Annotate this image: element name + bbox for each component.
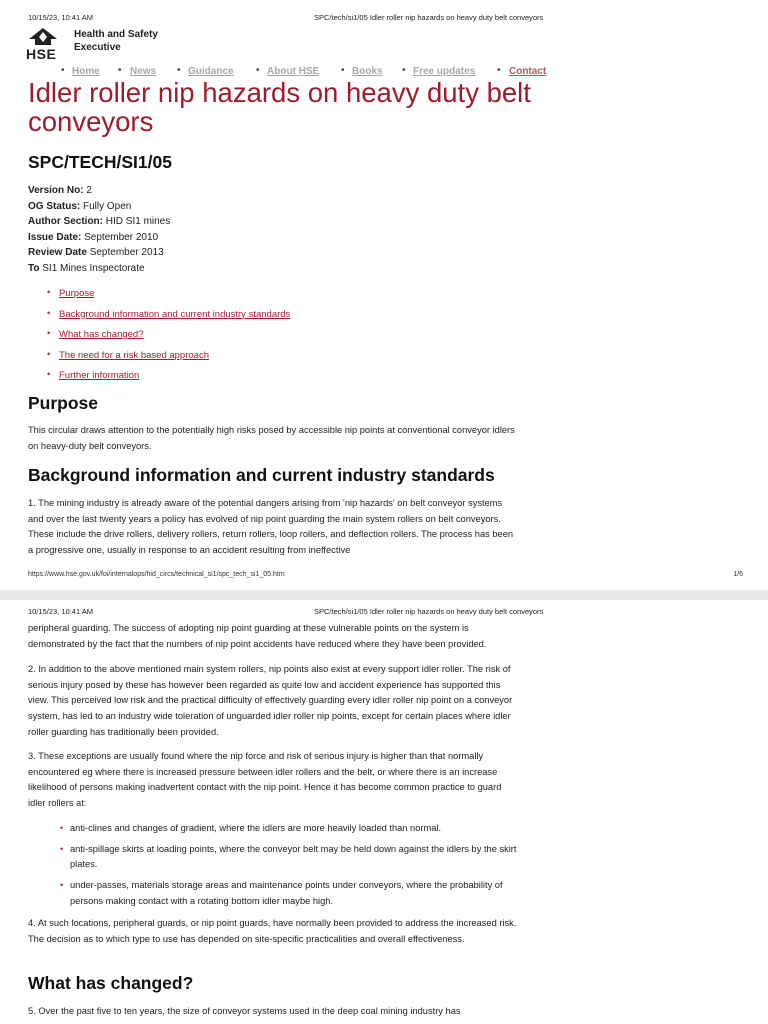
nav-news[interactable]: News <box>130 66 157 77</box>
print-page-2 <box>0 600 768 1024</box>
list-item <box>60 821 538 837</box>
nav-contact[interactable]: Contact <box>509 66 547 77</box>
heading-background: Background information and current industry standards <box>28 465 495 485</box>
meta-value: 2 <box>86 185 92 196</box>
purpose-paragraph: This circular draws attention to the potentially high risks posed by accessible nip points at conventional conveyor idlers on heavy-duty belt conveyors. <box>28 425 515 451</box>
toc-link-purpose[interactable]: Purpose <box>59 288 95 299</box>
meta-row <box>28 230 170 246</box>
nav-books[interactable]: Books <box>352 66 383 77</box>
page-separator <box>0 590 768 600</box>
nav-free-updates[interactable]: Free updates <box>413 66 476 77</box>
document-reference: SPC/TECH/SI1/05 <box>28 152 172 172</box>
page-title: Idler roller nip hazards on heavy duty belt conveyors <box>28 77 531 137</box>
meta-label: OG Status: <box>28 200 81 212</box>
nav-bullet: • <box>256 65 260 76</box>
list-item-text: under-passes, materials storage areas and maintenance points under conveyors, where the probability of persons making contact with a rotating bottom idler maybe high. <box>70 880 503 906</box>
meta-value: HID SI1 mines <box>105 216 171 227</box>
bullet-icon: • <box>60 823 64 833</box>
toc-link-risk-based-approach[interactable]: The need for a risk based approach <box>59 349 209 361</box>
print-url: https://www.hse.gov.uk/foi/internalops/hid_circs/technical_si1/spc_tech_si1_05.htm <box>28 571 285 578</box>
print-page-title: SPC/tech/si1/05 Idler roller nip hazards on heavy duty belt conveyors <box>314 13 544 22</box>
bullet-icon: • <box>47 287 51 298</box>
meta-row <box>28 245 170 261</box>
print-page-title: SPC/tech/si1/05 Idler roller nip hazards on heavy duty belt conveyors <box>314 607 544 616</box>
exceptions-list <box>60 821 538 910</box>
bullet-icon: • <box>60 880 64 891</box>
list-item-text: anti-spillage skirts at loading points, where the conveyor belt may be held down against the idlers by the skirt plates. <box>70 843 517 870</box>
meta-row <box>28 199 170 215</box>
meta-label: To <box>28 262 40 274</box>
paragraph-1: 1. The mining industry is already aware of the potential dangers arising from 'nip hazards' on belt conveyor systems and over the last twenty years a policy has evolved of nip point guarding the main system rollers on belt conveyors. These include the drive rollers, delivery rollers, return rollers, loop rollers, and deflection rollers. The process has been a progressive one, usually in response to an accident resulting from ineffective <box>28 498 514 556</box>
nav-bullet: • <box>497 65 501 76</box>
document-meta <box>28 183 170 276</box>
meta-row <box>28 214 170 230</box>
print-date: 10/15/23, 10:41 AM <box>28 13 94 22</box>
meta-value: SI1 Mines Inspectorate <box>42 262 145 274</box>
meta-label: Author Section: <box>28 216 103 227</box>
bullet-icon: • <box>47 369 51 380</box>
hse-logo[interactable] <box>26 27 60 63</box>
nav-guidance[interactable]: Guidance <box>188 66 234 77</box>
bullet-icon: • <box>47 307 51 319</box>
nav-bullet: • <box>177 65 181 76</box>
meta-row <box>28 183 170 199</box>
meta-value: September 2013 <box>89 247 164 258</box>
list-item <box>60 842 538 873</box>
meta-value: September 2010 <box>84 231 159 243</box>
hse-logo-text: HSE <box>26 46 57 62</box>
bullet-icon: • <box>47 328 51 339</box>
nav-bullet: • <box>61 65 65 76</box>
paragraph-4: 4. At such locations, peripheral guards, or nip point guards, have normally been provided to address the increased risk. The decision as to which type to use has depended on site-specific practicalities and overall effectiveness. <box>28 918 517 944</box>
paragraph-2: 2. In addition to the above mentioned main system rollers, nip points also exist at every support idler roller. The risk of serious injury posed by these has however been regarded as quite low and accident experience has supported this view. This perceived low risk and the practical difficulty of effectively guarding every idler roller nip point on a conveyor system, has led to an industry wide toleration of unguarded idler roller nip points, except for certain places where idler roller guarding has traditionally been provided. <box>28 664 513 737</box>
paragraph-1-continued: peripheral guarding. The success of adopting nip point guarding at these vulnerable points on the system is demonstrated by the fact that the numbers of nip point accidents have reduced where they have been provided. <box>28 623 487 649</box>
bullet-icon: • <box>60 843 64 854</box>
heading-what-has-changed: What has changed? <box>28 973 194 993</box>
nav-home[interactable]: Home <box>72 66 100 77</box>
meta-value: Fully Open <box>83 200 132 212</box>
nav-about-hse[interactable]: About HSE <box>267 66 320 77</box>
org-name: Health and Safety Executive <box>74 29 158 53</box>
print-page-number: 1/6 <box>733 571 743 578</box>
meta-row <box>28 261 170 277</box>
print-date: 10/15/23, 10:41 AM <box>28 607 94 616</box>
meta-label: Review Date <box>28 247 87 258</box>
nav-bullet: • <box>402 65 406 76</box>
list-item <box>60 878 538 909</box>
nav-bullet: • <box>118 65 122 76</box>
meta-label: Issue Date: <box>28 231 82 243</box>
toc-link-further-information[interactable]: Further information <box>59 370 140 381</box>
list-item-text: anti-clines and changes of gradient, where the idlers are more heavily loaded than normal. <box>70 823 442 833</box>
nav-bullet: • <box>341 65 345 76</box>
toc-link-what-has-changed[interactable]: What has changed? <box>59 329 144 340</box>
paragraph-3: 3. These exceptions are usually found where the nip force and risk of serious injury is higher than that normally encountered eg where there is increased pressure between idler rollers and the belt, or where there is an increase likelihood of persons making inadvertent contact with the nip point. Hence it has become common practice to guard idler rollers at: <box>28 751 502 809</box>
bullet-icon: • <box>47 348 51 360</box>
paragraph-5: 5. Over the past five to ten years, the size of conveyor systems used in the deep coal mining industry has <box>28 1006 461 1016</box>
hse-logo-mark-icon <box>26 27 60 47</box>
heading-purpose: Purpose <box>28 393 99 413</box>
toc-link-background[interactable]: Background information and current industry standards <box>59 308 291 320</box>
meta-label: Version No: <box>28 185 84 196</box>
